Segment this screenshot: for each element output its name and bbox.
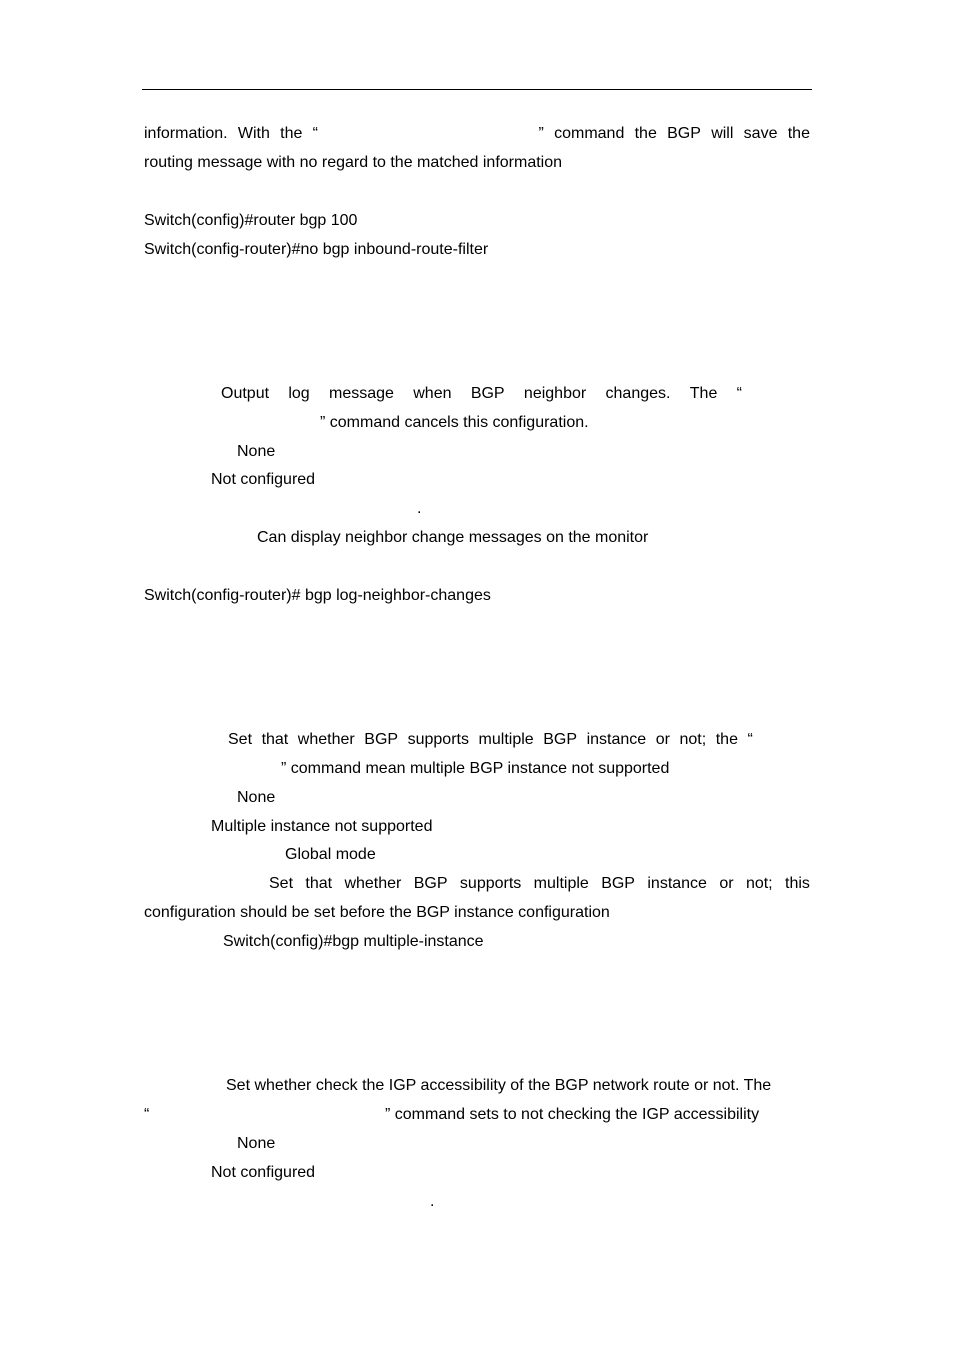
section-c-usage-2: configuration should be set before the BGP instance configuration [144, 904, 610, 921]
word: BGP [667, 125, 701, 142]
word: the [634, 125, 657, 142]
section-d-line-1: Set whether check the IGP accessibility of the BGP network route or not. The [226, 1077, 772, 1094]
word: BGP [470, 385, 505, 402]
word: supports [407, 731, 469, 748]
section-b-usage: Can display neighbor change messages on the monitor [257, 529, 649, 546]
word: the [715, 731, 738, 748]
section-d-parameter: None [237, 1135, 276, 1152]
word: multiple [533, 875, 589, 892]
section-b-parameter: None [237, 443, 276, 460]
word: With [237, 125, 270, 142]
word: BGP [413, 875, 448, 892]
word: message [329, 385, 394, 402]
word: BGP [601, 875, 635, 892]
word: changes. [605, 385, 671, 402]
section-d-open-quote: “ [144, 1106, 150, 1123]
word: Output [221, 385, 270, 402]
section-a-line-2: routing message with no regard to the matched information [144, 154, 563, 171]
section-a-example-2: Switch(config-router)#no bgp inbound-route-filter [144, 241, 489, 258]
word: when [413, 385, 452, 402]
word: that [305, 875, 333, 892]
word: command [554, 125, 625, 142]
section-b-line-2: ” command cancels this configuration. [320, 414, 589, 431]
word: instance [647, 875, 707, 892]
blank-gap [328, 124, 528, 144]
section-c-parameter: None [237, 789, 276, 806]
section-c-example: Switch(config)#bgp multiple-instance [223, 933, 484, 950]
word: Set [228, 731, 253, 748]
word: whether [297, 731, 355, 748]
word: neighbor [523, 385, 587, 402]
close-quote: ” [538, 125, 544, 142]
word: instance [586, 731, 647, 748]
section-c-line-1 [228, 730, 753, 750]
word: BGP [364, 731, 399, 748]
section-c-mode: Global mode [285, 846, 376, 863]
word: will [711, 125, 734, 142]
word: log [288, 385, 310, 402]
open-quote: “ [747, 731, 753, 748]
section-b-line-1 [221, 384, 742, 404]
word: the [280, 125, 303, 142]
word: save [743, 125, 778, 142]
word: or [655, 731, 670, 748]
section-b-default: Not configured [211, 471, 316, 488]
section-a-line-1 [144, 124, 810, 144]
word: supports [459, 875, 522, 892]
word: multiple [478, 731, 534, 748]
section-c-usage-1 [269, 874, 810, 894]
section-b-mode-dot: . [417, 500, 422, 517]
word: The [689, 385, 718, 402]
word: not; [679, 731, 707, 748]
word: information. [144, 125, 228, 142]
word: or [719, 875, 734, 892]
open-quote: “ [312, 125, 318, 142]
section-a-example-1: Switch(config)#router bgp 100 [144, 212, 358, 229]
word: BGP [543, 731, 578, 748]
open-quote: “ [736, 385, 742, 402]
word: Set [269, 875, 294, 892]
section-c-default: Multiple instance not supported [211, 818, 433, 835]
section-d-default: Not configured [211, 1164, 316, 1181]
section-b-example: Switch(config-router)# bgp log-neighbor-changes [144, 587, 491, 604]
section-d-line-2: ” command sets to not checking the IGP accessibility [385, 1106, 760, 1123]
word: this [785, 875, 810, 892]
header-rule [142, 89, 812, 90]
section-c-line-2: ” command mean multiple BGP instance not supported [281, 760, 670, 777]
section-d-mode-dot: . [430, 1193, 435, 1210]
word: the [787, 125, 810, 142]
word: whether [344, 875, 402, 892]
word: that [261, 731, 289, 748]
word: not; [745, 875, 773, 892]
